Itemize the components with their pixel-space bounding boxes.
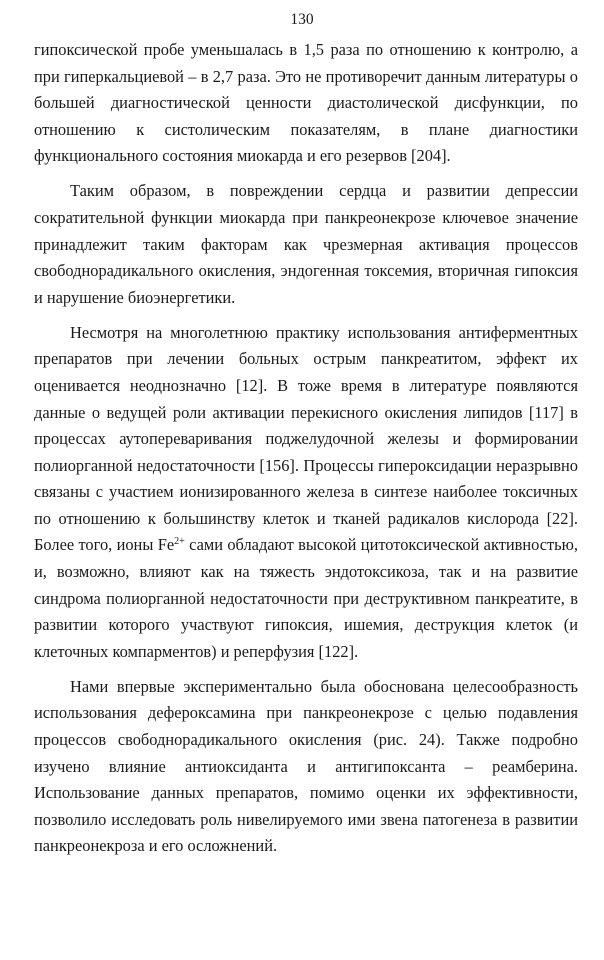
paragraph-2: Таким образом, в повреждении сердца и развитии депрессии сократительной функции миокарда при панкреонекрозе ключевое значение принадлежит таким факторам как чрезмерная активация процессов свободнорадикального окисления, эндогенная токсемия, вторичная гипоксия и нарушение биоэнергетики. [34,181,578,307]
page-number: 130 [290,11,314,28]
paragraph-1-continuation: гипоксической пробе уменьшалась в 1,5 раза по отношению к контролю, а при гиперкальциевой – в 2,7 раза. Это не противоречит данным литературы о большей диагностической ценности диастолической дисфункции, по отношению к систолическим показателям, в плане диагностики функционального состояния миокарда и его резервов [204]. [34,40,578,166]
body-text [34,37,578,868]
paragraph-3-text-before: Несмотря на многолетнюю практику использования антиферментных препаратов при лечении больных острым панкреатитом, эффект их оценивается неоднозначно [12]. В тоже время в литературе появляются данные о ведущей роли активации перекисного окисления липидов [117] в процессах аутопереваривания поджелудочной железы и формировании полиорганной недостаточности [156]. Процессы гипероксидации неразрывно связаны с участием ионизированного железа в синтезе наиболее токсичных по отношению к большинству клеток и тканей радикалов кислорода [22]. Более того, ионы Fe [34,322,578,555]
paragraph-3 [34,320,578,666]
paragraph-4: Нами впервые экспериментально была обоснована целесообразность использования дефероксамина при панкреонекрозе с целью подавления процессов свободнорадикального окисления (рис. 24). Также подробно изучено влияние антиоксиданта и антигипоксанта – реамберина. Использование данных препаратов, помимо оценки их эффективности, позволило исследовать роль нивелируемого ими звена патогенеза в развитии панкреонекроза и его осложнений. [34,676,578,856]
paragraph-3-text-after: сами обладают высокой цитотоксической активностью, и, возможно, влияют как на тяжесть эндотоксикоза, так и на развитие синдрома полиорганной недостаточности при деструктивном панкреатите, в развитии которого участвуют гипоксия, ишемия, деструкция клеток (и клеточных компарментов) и реперфузия [122]. [34,535,578,661]
iron-ion-charge-superscript: 2+ [174,536,185,548]
